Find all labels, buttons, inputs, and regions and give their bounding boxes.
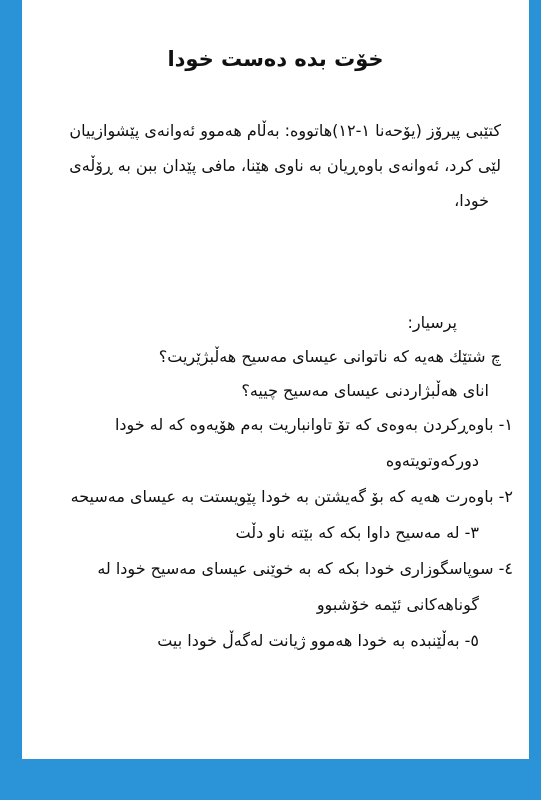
- step-line: ٤- سوپاسگوزاری خودا بكە كە بە خوێنی عیسای مەسیح خودا لە: [97, 559, 513, 578]
- blue-frame-right: [529, 0, 541, 800]
- question-label: پرسیار:: [407, 313, 457, 332]
- document-page: [22, 0, 529, 759]
- question-line: چ شتێك هەیە كە ناتوانی عیسای مەسیح هەڵبژێریت؟: [158, 347, 501, 366]
- intro-line: كتێبی پیرۆز (یۆحەنا ١-١٢)هاتووه: بەڵام هەموو ئەوانەی پێشوازییان: [69, 121, 501, 140]
- step-line: ٥- بەڵێنبدە بە خودا هەموو ژیانت لەگەڵ خودا بیت: [157, 631, 479, 650]
- steps-list: [38, 407, 513, 659]
- step-line: ٢- باوەرت هەیە كە بۆ گەیشتن بە خودا پێویستت بە عیسای مەسیحە: [70, 487, 513, 506]
- page-title: خۆت بده دەست خودا: [167, 47, 384, 71]
- intro-line: خودا،: [454, 191, 489, 210]
- blue-frame-left: [0, 0, 22, 800]
- blue-frame-bottom: [0, 759, 541, 800]
- step-line: ٣- لە مەسیح داوا بكە كە بێتە ناو دڵت: [235, 523, 479, 542]
- step-line: گوناهەكانی ئێمە خۆشبوو: [316, 595, 479, 614]
- intro-line: لێی كرد، ئەوانەی باوەڕیان بە ناوی هێنا، مافی پێدان ببن بە ڕۆڵەی: [69, 156, 501, 175]
- question-line: انای هەڵبژاردنی عیسای مەسیح چییە؟: [241, 381, 489, 400]
- step-line: ١- باوەڕكردن بەوەی كە تۆ تاوانباریت بەم هۆیەوە كە لە خودا: [114, 415, 513, 434]
- question-section: [38, 306, 501, 408]
- step-line: دوركەوتویتەوە: [385, 451, 479, 470]
- intro-paragraph: [38, 113, 501, 218]
